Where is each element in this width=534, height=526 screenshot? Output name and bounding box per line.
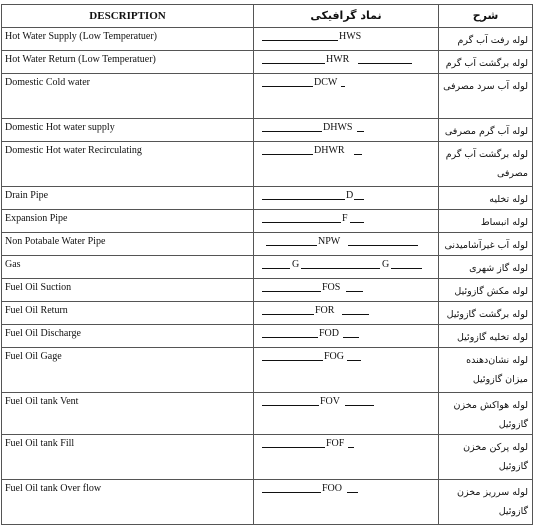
pipe-description: Domestic Hot water supply <box>2 119 254 142</box>
pipe-line-symbol <box>254 396 438 408</box>
pipe-description: Fuel Oil tank Vent <box>2 393 254 435</box>
symbol-line-segment <box>350 222 364 223</box>
symbol-header: نماد گرافیکی <box>254 5 439 28</box>
table-row <box>2 435 533 480</box>
pipe-code-label: G <box>382 259 390 270</box>
pipe-persian-description: لوله پرکن مخزن گازوئیل <box>439 435 533 480</box>
pipe-line-symbol <box>254 305 438 317</box>
pipe-symbol-cell <box>254 480 439 525</box>
pipe-persian-description: لوله تخلیه گازوئیل <box>439 325 533 348</box>
symbol-line-segment <box>262 268 290 269</box>
pipe-description: Gas <box>2 256 254 279</box>
pipe-persian-description: لوله هواکش مخزن گازوئیل <box>439 393 533 435</box>
symbol-line-segment <box>347 492 358 493</box>
pipe-description: Domestic Cold water <box>2 74 254 119</box>
pipe-symbol-cell <box>254 302 439 325</box>
table-row <box>2 279 533 302</box>
pipe-line-symbol <box>254 328 438 340</box>
table-row <box>2 119 533 142</box>
pipe-symbol-cell <box>254 325 439 348</box>
pipe-persian-description: لوله رفت آب گرم <box>439 28 533 51</box>
pipe-symbol-cell <box>254 142 439 187</box>
symbol-line-segment <box>262 360 323 361</box>
pipe-line-symbol <box>254 259 438 271</box>
pipe-code-label: FOS <box>322 282 341 293</box>
pipe-symbol-cell <box>254 51 439 74</box>
pipe-symbol-cell <box>254 187 439 210</box>
pipe-code-label: D <box>346 190 354 201</box>
pipe-code-label: DHWR <box>314 145 345 156</box>
pipe-description: Fuel Oil Suction <box>2 279 254 302</box>
header-row <box>2 5 533 28</box>
pipe-persian-description: لوله برگشت گازوئیل <box>439 302 533 325</box>
symbol-line-segment <box>262 86 313 87</box>
symbol-line-segment <box>301 268 380 269</box>
pipe-symbol-cell <box>254 210 439 233</box>
symbol-line-segment <box>262 199 345 200</box>
table-row <box>2 480 533 525</box>
pipe-description: Domestic Hot water Recirculating <box>2 142 254 187</box>
symbol-line-segment <box>354 199 364 200</box>
pipe-code-label: HWS <box>339 31 362 42</box>
table-row <box>2 142 533 187</box>
symbol-line-segment <box>262 291 321 292</box>
pipe-persian-description: لوله برگشت آب گرم مصرفی <box>439 142 533 187</box>
symbol-line-segment <box>262 447 325 448</box>
pipe-line-symbol <box>254 282 438 294</box>
symbol-line-segment <box>345 405 374 406</box>
pipe-symbol-cell <box>254 279 439 302</box>
pipe-description: Fuel Oil tank Fill <box>2 435 254 480</box>
symbol-line-segment <box>262 492 321 493</box>
pipe-symbol-cell <box>254 393 439 435</box>
symbol-line-segment <box>348 447 354 448</box>
pipe-persian-description: لوله آب گرم مصرفی <box>439 119 533 142</box>
table-row <box>2 210 533 233</box>
pipe-persian-description: لوله آب غیرآشامیدنی <box>439 233 533 256</box>
symbol-line-segment <box>262 405 319 406</box>
pipe-code-label: G <box>292 259 300 270</box>
table-row <box>2 233 533 256</box>
pipe-line-symbol <box>254 483 438 495</box>
table-row <box>2 74 533 119</box>
symbol-line-segment <box>262 222 341 223</box>
symbol-line-segment <box>266 245 317 246</box>
pipe-line-symbol <box>254 145 438 157</box>
pipe-description: Hot Water Return (Low Temperatuer) <box>2 51 254 74</box>
symbol-line-segment <box>262 63 325 64</box>
pipe-code-label: DHWS <box>323 122 353 133</box>
pipe-code-label: FOG <box>324 351 345 362</box>
pipe-description: Fuel Oil Return <box>2 302 254 325</box>
pipe-symbol-table <box>1 4 533 525</box>
table-row <box>2 28 533 51</box>
pipe-line-symbol <box>254 190 438 202</box>
pipe-description: Fuel Oil Gage <box>2 348 254 393</box>
pipe-code-label: FOV <box>320 396 341 407</box>
symbol-line-segment <box>391 268 422 269</box>
pipe-code-label: FOO <box>322 483 343 494</box>
pipe-code-label: FOR <box>315 305 335 316</box>
pipe-line-symbol <box>254 438 438 450</box>
pipe-line-symbol <box>254 54 438 66</box>
symbol-line-segment <box>262 40 338 41</box>
table-row <box>2 51 533 74</box>
pipe-persian-description: لوله برگشت آب گرم <box>439 51 533 74</box>
symbol-line-segment <box>348 245 418 246</box>
pipe-symbol-cell <box>254 348 439 393</box>
pipe-line-symbol <box>254 213 438 225</box>
symbol-line-segment <box>262 337 318 338</box>
pipe-persian-description: لوله انبساط <box>439 210 533 233</box>
pipe-code-label: FOD <box>319 328 340 339</box>
pipe-code-label: DCW <box>314 77 338 88</box>
pipe-description: Drain Pipe <box>2 187 254 210</box>
pipe-symbol-cell <box>254 435 439 480</box>
table-row <box>2 187 533 210</box>
pipe-symbol-cell <box>254 74 439 119</box>
symbol-line-segment <box>342 314 369 315</box>
symbol-line-segment <box>346 291 363 292</box>
pipe-line-symbol <box>254 77 438 89</box>
pipe-symbol-cell <box>254 233 439 256</box>
pipe-description: Fuel Oil Discharge <box>2 325 254 348</box>
pipe-code-label: HWR <box>326 54 350 65</box>
pipe-persian-description: لوله نشان‌دهنده میزان گازوئیل <box>439 348 533 393</box>
pipe-code-label: NPW <box>318 236 341 247</box>
pipe-code-label: FOF <box>326 438 345 449</box>
pipe-symbol-cell <box>254 28 439 51</box>
pipe-persian-description: لوله سرریز مخزن گازوئیل <box>439 480 533 525</box>
pipe-persian-description: لوله آب سرد مصرفی <box>439 74 533 119</box>
table-row <box>2 302 533 325</box>
symbol-line-segment <box>357 131 364 132</box>
symbol-line-segment <box>358 63 412 64</box>
table-row <box>2 256 533 279</box>
pipe-symbol-cell <box>254 256 439 279</box>
symbol-line-segment <box>262 314 314 315</box>
pipe-line-symbol <box>254 31 438 43</box>
table-row <box>2 325 533 348</box>
description-header: DESCRIPTION <box>2 5 254 28</box>
table-row <box>2 393 533 435</box>
pipe-line-symbol <box>254 236 438 248</box>
pipe-code-label: F <box>342 213 348 224</box>
symbol-line-segment <box>262 154 313 155</box>
explanation-header: شرح <box>439 5 533 28</box>
symbol-line-segment <box>347 360 361 361</box>
pipe-line-symbol <box>254 122 438 134</box>
symbol-line-segment <box>341 86 345 87</box>
pipe-persian-description: لوله مکش گازوئیل <box>439 279 533 302</box>
pipe-persian-description: لوله گاز شهری <box>439 256 533 279</box>
table-row <box>2 348 533 393</box>
symbol-line-segment <box>343 337 359 338</box>
pipe-description: Expansion Pipe <box>2 210 254 233</box>
pipe-description: Fuel Oil tank Over flow <box>2 480 254 525</box>
symbol-line-segment <box>262 131 322 132</box>
pipe-symbol-cell <box>254 119 439 142</box>
symbol-line-segment <box>354 154 362 155</box>
pipe-description: Hot Water Supply (Low Temperatuer) <box>2 28 254 51</box>
pipe-persian-description: لوله تخلیه <box>439 187 533 210</box>
pipe-description: Non Potabale Water Pipe <box>2 233 254 256</box>
pipe-line-symbol <box>254 351 438 363</box>
